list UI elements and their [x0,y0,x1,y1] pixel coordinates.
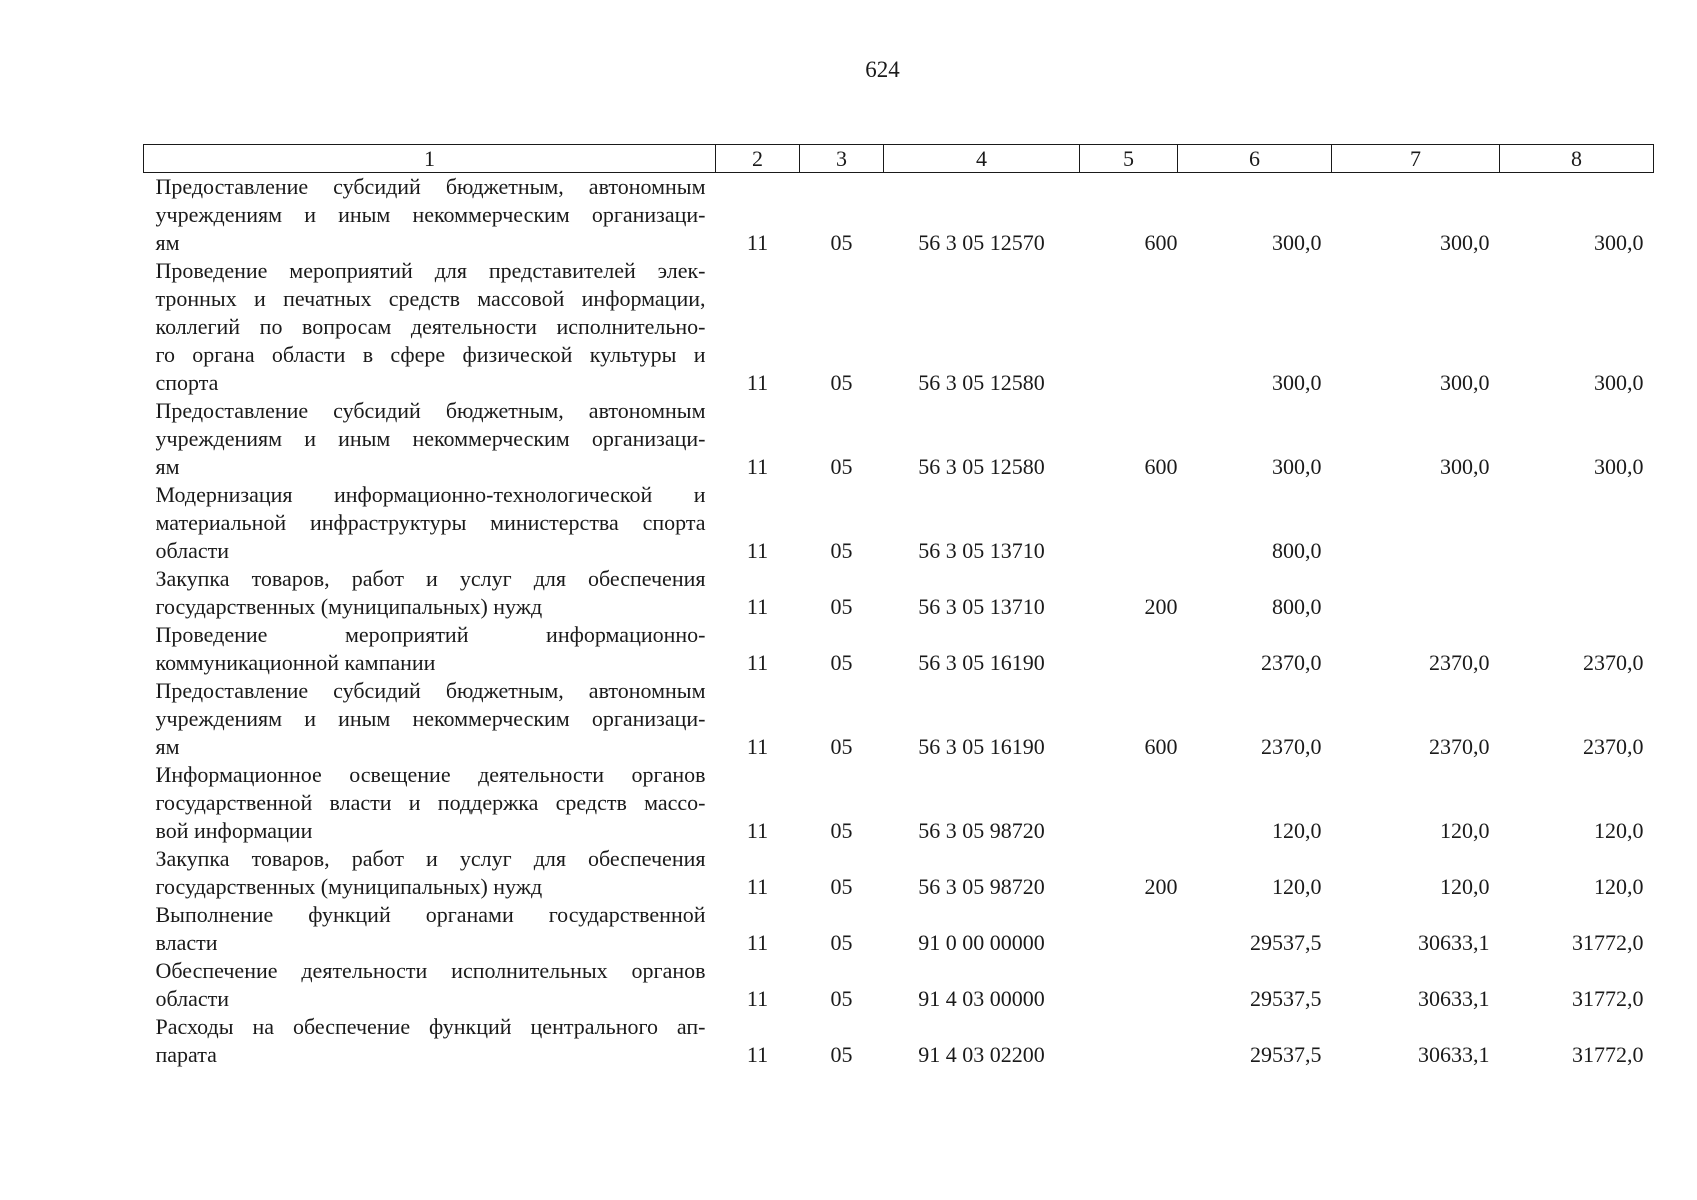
cell-amount-year2: 30633,1 [1418,930,1490,955]
cell-amount-year2 [1332,481,1500,565]
table-row [144,173,1654,258]
cell-section: 11 [746,370,769,395]
item-name-line: учреждениям и иным некоммерческим организаци- [155,706,706,731]
budget-table [143,144,1654,1069]
cell-item-name [144,957,716,1013]
cell-amount-year1: 29537,5 [1250,930,1322,955]
cell-target-code: 56 3 05 13710 [918,538,1045,563]
cell-amount-year1: 120,0 [1272,874,1322,899]
cell-expense-type [1080,1013,1178,1069]
cell-amount-year2: 2370,0 [1429,734,1490,759]
item-name-line: области [155,986,230,1011]
column-header-4: 4 [884,145,1080,173]
table-row [144,957,1654,1013]
cell-amount-year1: 2370,0 [1261,650,1322,675]
cell-target-code: 56 3 05 12580 [918,454,1045,479]
cell-item-name [144,845,716,901]
cell-amount-year1: 29537,5 [1250,986,1322,1011]
cell-subsection: 05 [830,650,853,675]
cell-item-name [144,257,716,397]
item-name-line: Предоставление субсидий бюджетным, автономным [155,678,706,703]
cell-expense-type [1080,481,1178,565]
cell-section: 11 [746,538,769,563]
cell-item-name [144,565,716,621]
cell-amount-year3: 2370,0 [1583,734,1644,759]
cell-amount-year3 [1500,481,1654,565]
item-name-line: вой информации [155,818,313,843]
cell-target-code: 56 3 05 13710 [918,594,1045,619]
cell-item-name [144,1013,716,1069]
item-name-line: области [155,538,230,563]
cell-amount-year3: 31772,0 [1572,986,1644,1011]
cell-expense-type: 600 [1144,734,1178,759]
item-name-line: власти [155,930,218,955]
item-name-line: тронных и печатных средств массовой информации, [155,286,706,311]
cell-amount-year1: 800,0 [1272,538,1322,563]
table-row [144,257,1654,397]
cell-target-code: 56 3 05 98720 [918,874,1045,899]
item-name-line: коммуникационной кампании [155,650,436,675]
cell-amount-year3: 31772,0 [1572,1042,1644,1067]
cell-expense-type [1080,761,1178,845]
cell-section: 11 [746,818,769,843]
cell-item-name [144,481,716,565]
cell-expense-type: 200 [1144,594,1178,619]
item-name-line: Предоставление субсидий бюджетным, автономным [155,174,706,199]
item-name-line: ям [155,230,180,255]
cell-section: 11 [746,230,769,255]
cell-expense-type [1080,257,1178,397]
table-row [144,845,1654,901]
column-header-2: 2 [716,145,800,173]
column-header-1: 1 [144,145,716,173]
item-name-line: коллегий по вопросам деятельности исполнительно- [155,314,706,339]
cell-subsection: 05 [830,818,853,843]
cell-subsection: 05 [830,538,853,563]
column-header-5: 5 [1080,145,1178,173]
cell-target-code: 91 4 03 00000 [918,986,1045,1011]
header-row [144,145,1654,173]
cell-amount-year2: 30633,1 [1418,1042,1490,1067]
table-row [144,397,1654,481]
cell-section: 11 [746,734,769,759]
table-row [144,901,1654,957]
cell-amount-year3: 2370,0 [1583,650,1644,675]
item-name-line: Закупка товаров, работ и услуг для обеспечения [155,566,706,591]
item-name-line: Информационное освещение деятельности органов [155,762,706,787]
cell-amount-year2: 300,0 [1440,230,1490,255]
cell-amount-year3: 31772,0 [1572,930,1644,955]
item-name-line: государственных (муниципальных) нужд [155,874,543,899]
cell-item-name [144,621,716,677]
cell-amount-year2: 2370,0 [1429,650,1490,675]
cell-amount-year2 [1332,565,1500,621]
column-header-6: 6 [1178,145,1332,173]
cell-item-name [144,761,716,845]
column-header-7: 7 [1332,145,1500,173]
item-name-line: ям [155,454,180,479]
cell-target-code: 91 0 00 00000 [918,930,1045,955]
item-name-line: учреждениям и иным некоммерческим организаци- [155,202,706,227]
cell-amount-year2: 300,0 [1440,454,1490,479]
cell-target-code: 91 4 03 02200 [918,1042,1045,1067]
cell-target-code: 56 3 05 12580 [918,370,1045,395]
item-name-line: Выполнение функций органами государственной [155,902,706,927]
cell-target-code: 56 3 05 12570 [918,230,1045,255]
table-row [144,565,1654,621]
table-body [144,173,1654,1070]
cell-item-name [144,173,716,258]
cell-target-code: 56 3 05 98720 [918,818,1045,843]
cell-section: 11 [746,454,769,479]
cell-expense-type [1080,901,1178,957]
cell-section: 11 [746,986,769,1011]
item-name-line: парата [155,1042,217,1067]
cell-amount-year3: 120,0 [1594,818,1644,843]
item-name-line: Модернизация информационно-технологической и [155,482,706,507]
cell-amount-year2: 300,0 [1440,370,1490,395]
cell-expense-type [1080,621,1178,677]
column-header-8: 8 [1500,145,1654,173]
cell-amount-year2: 30633,1 [1418,986,1490,1011]
cell-amount-year1: 29537,5 [1250,1042,1322,1067]
cell-subsection: 05 [830,370,853,395]
item-name-line: Обеспечение деятельности исполнительных органов [155,958,706,983]
cell-amount-year3: 120,0 [1594,874,1644,899]
cell-amount-year3: 300,0 [1594,370,1644,395]
cell-amount-year3: 300,0 [1594,454,1644,479]
cell-target-code: 56 3 05 16190 [918,650,1045,675]
table-row [144,677,1654,761]
cell-expense-type: 200 [1144,874,1178,899]
cell-section: 11 [746,594,769,619]
cell-subsection: 05 [830,230,853,255]
cell-item-name [144,397,716,481]
cell-amount-year2: 120,0 [1440,874,1490,899]
item-name-line: ям [155,734,180,759]
item-name-line: учреждениям и иным некоммерческим организаци- [155,426,706,451]
item-name-line: государственных (муниципальных) нужд [155,594,543,619]
cell-section: 11 [746,1042,769,1067]
cell-subsection: 05 [830,986,853,1011]
cell-amount-year1: 300,0 [1272,370,1322,395]
cell-section: 11 [746,650,769,675]
item-name-line: Предоставление субсидий бюджетным, автономным [155,398,706,423]
cell-amount-year3 [1500,565,1654,621]
cell-subsection: 05 [830,874,853,899]
item-name-line: Проведение мероприятий для представителей элек- [155,258,706,283]
cell-subsection: 05 [830,734,853,759]
cell-amount-year1: 120,0 [1272,818,1322,843]
cell-target-code: 56 3 05 16190 [918,734,1045,759]
cell-subsection: 05 [830,454,853,479]
item-name-line: го органа области в сфере физической культуры и [155,342,706,367]
cell-amount-year1: 300,0 [1272,230,1322,255]
cell-expense-type: 600 [1144,454,1178,479]
cell-section: 11 [746,874,769,899]
page-number: 624 [865,57,900,82]
column-header-3: 3 [800,145,884,173]
cell-section: 11 [746,930,769,955]
cell-expense-type [1080,957,1178,1013]
item-name-line: Проведение мероприятий информационно- [155,622,706,647]
item-name-line: спорта [155,370,219,395]
table-row [144,621,1654,677]
cell-subsection: 05 [830,930,853,955]
table-row [144,1013,1654,1069]
table-row [144,481,1654,565]
item-name-line: материальной инфраструктуры министерства спорта [155,510,706,535]
cell-amount-year1: 800,0 [1272,594,1322,619]
table-row [144,761,1654,845]
cell-amount-year3: 300,0 [1594,230,1644,255]
cell-amount-year1: 2370,0 [1261,734,1322,759]
item-name-line: Закупка товаров, работ и услуг для обеспечения [155,846,706,871]
cell-item-name [144,677,716,761]
cell-subsection: 05 [830,594,853,619]
cell-subsection: 05 [830,1042,853,1067]
cell-expense-type: 600 [1144,230,1178,255]
cell-amount-year2: 120,0 [1440,818,1490,843]
cell-item-name [144,901,716,957]
item-name-line: государственной власти и поддержка средств массо- [155,790,706,815]
cell-amount-year1: 300,0 [1272,454,1322,479]
item-name-line: Расходы на обеспечение функций центрального ап- [155,1014,706,1039]
